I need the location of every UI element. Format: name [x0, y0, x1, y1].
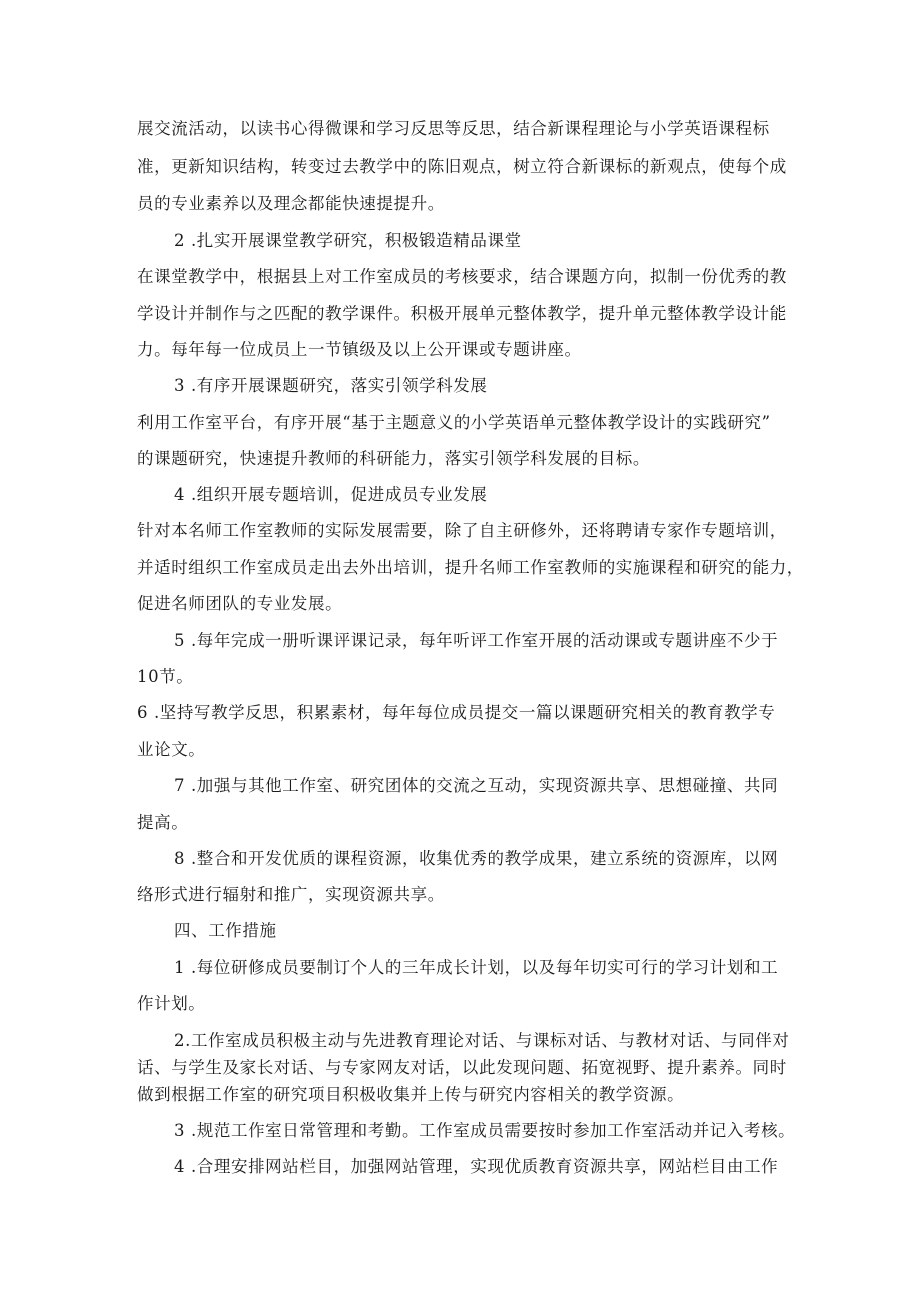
paragraph-line: 展交流活动，以读书心得微课和学习反思等反思，结合新课程理论与小学英语课程标: [137, 119, 770, 138]
paragraph-line: 做到根据工作室的研究项目积极收集并上传与研究内容相关的教学资源。: [137, 1085, 685, 1104]
paragraph-line: 10节。: [137, 667, 194, 686]
paragraph-line: 力。每年每一位成员上一节镇级及以上公开课或专题讲座。: [137, 340, 582, 359]
section-heading: 3 .有序开展课题研究，落实引领学科发展: [174, 376, 488, 395]
paragraph-line: 学设计并制作与之匹配的教学课件。积极开展单元整体教学，提升单元整体教学设计能: [137, 304, 787, 323]
paragraph-line: 2.工作室成员积极主动与先进教育理论对话、与课标对话、与教材对话、与同伴对: [174, 1031, 790, 1050]
paragraph-line: 作计划。: [137, 994, 206, 1013]
paragraph-line: 并适时组织工作室成员走出去外出培训，提升名师工作室教师的实施课程和研究的能力，: [137, 558, 804, 577]
paragraph-line: 的课题研究，快速提升教师的科研能力，落实引领学科发展的目标。: [137, 449, 650, 468]
paragraph-line: 3 .规范工作室日常管理和考勤。工作室成员需要按时参加工作室活动并记入考核。: [174, 1121, 796, 1140]
paragraph-line: 在课堂教学中，根据县上对工作室成员的考核要求，结合课题方向，拟制一份优秀的教: [137, 267, 787, 286]
paragraph-line: 络形式进行辐射和推广，实现资源共享。: [137, 885, 445, 904]
paragraph-line: 针对本名师工作室教师的实际发展需要，除了自主研修外，还将聘请专家作专题培训，: [137, 521, 787, 540]
paragraph-line: 8 .整合和开发优质的课程资源，收集优秀的教学成果，建立系统的资源库，以网: [174, 849, 779, 868]
paragraph-line: 7 .加强与其他工作室、研究团体的交流之互动，实现资源共享、思想碰撞、共同: [174, 776, 779, 795]
paragraph-line: 促进名师团队的专业发展。: [137, 594, 343, 613]
paragraph-line: 准，更新知识结构，转变过去教学中的陈旧观点，树立符合新课标的新观点，使每个成: [137, 157, 787, 176]
section-heading: 2 .扎实开展课堂教学研究，积极锻造精品课堂: [174, 231, 522, 250]
paragraph-line: 业论文。: [137, 740, 206, 759]
section-heading: 四、工作措施: [174, 921, 277, 940]
paragraph-line: 员的专业素养以及理念都能快速提提升。: [137, 194, 445, 213]
paragraph-line: 6 .坚持写教学反思，积累素材，每年每位成员提交一篇以课题研究相关的教育教学专: [137, 703, 776, 722]
paragraph-line: 4 .合理安排网站栏目，加强网站管理，实现优质教育资源共享，网站栏目由工作: [174, 1157, 779, 1176]
paragraph-line: 1 .每位研修成员要制订个人的三年成长计划，以及每年切实可行的学习计划和工: [174, 958, 779, 977]
section-heading: 4 .组织开展专题培训，促进成员专业发展: [174, 485, 488, 504]
paragraph-line: 话、与学生及家长对话、与专家网友对话，以此发现问题、拓宽视野、提升素养。同时: [137, 1058, 787, 1077]
paragraph-line: 利用工作室平台，有序开展“基于主题意义的小学英语单元整体教学设计的实践研究”: [137, 413, 771, 432]
paragraph-line: 提高。: [137, 813, 189, 832]
paragraph-line: 5 .每年完成一册听课评课记录，每年听评工作室开展的活动课或专题讲座不少于: [174, 631, 779, 650]
